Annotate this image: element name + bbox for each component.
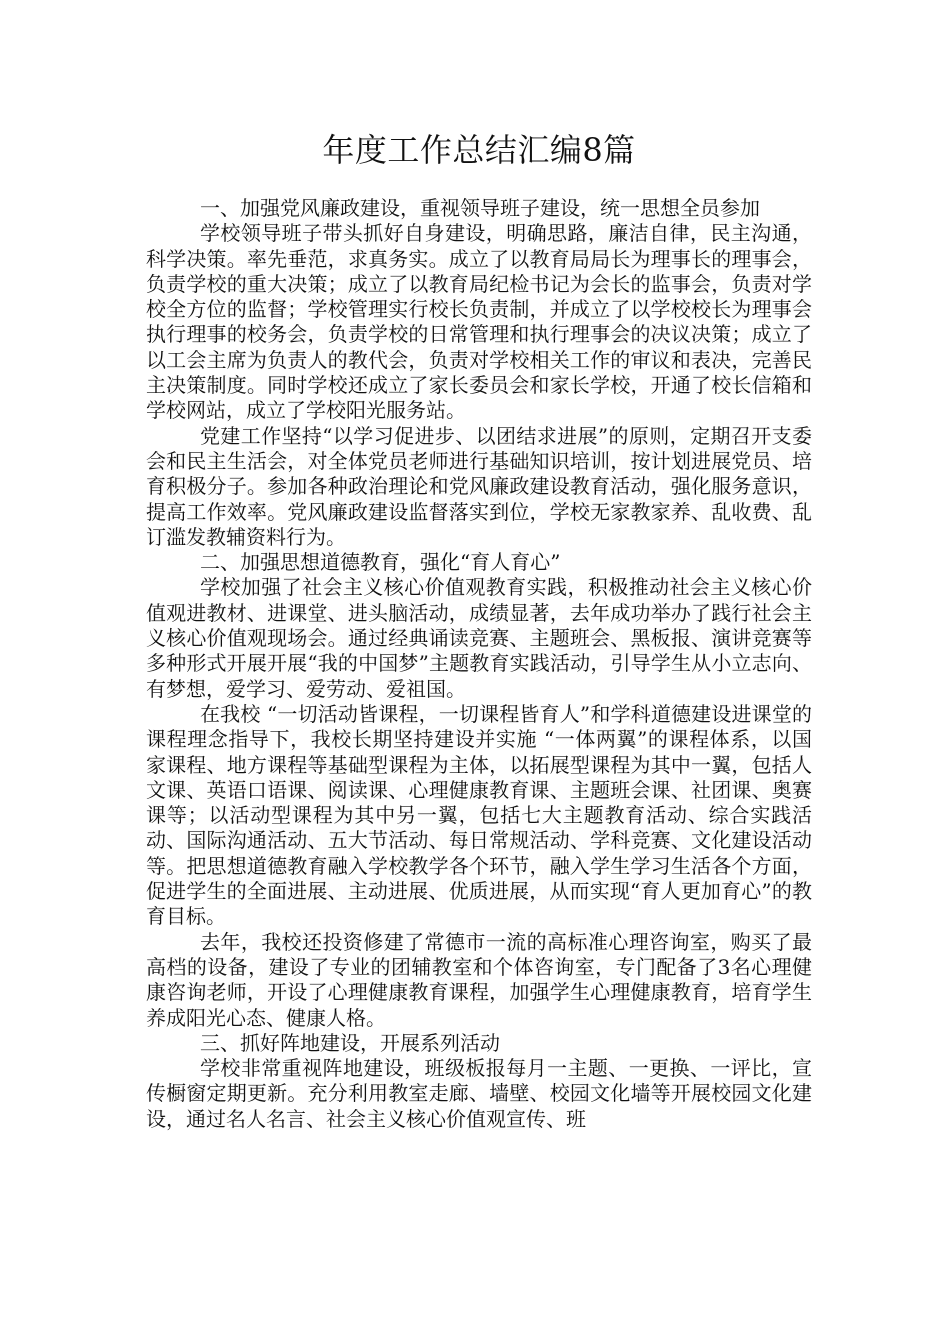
paragraph: 学校领导班子带头抓好自身建设，明确思路，廉洁自律，民主沟通，科学决策。率先垂范，求真务实。成立了以教育局局长为理事长的理事会，负责学校的重大决策；成立了以教育局纪检书记为会长的监事会，负责对学校全方位的监督；学校管理实行校长负责制，并成立了以学校校长为理事会执行理事的校务会，负责学校的日常管理和执行理事会的决议决策；成立了以工会主席为负责人的教代会，负责对学校相关工作的审议和表决，完善民主决策制度。同时学校还成立了家长委员会和家长学校，开通了校长信箱和学校网站，成立了学校阳光服务站。 (146, 221, 812, 423)
paragraph: 学校非常重视阵地建设，班级板报每月一主题、一更换、一评比，宣传橱窗定期更新。充分利用教室走廊、墙壁、校园文化墙等开展校园文化建设，通过名人名言、社会主义核心价值观宣传、班 (146, 1056, 812, 1131)
document-page (146, 0, 812, 1344)
paragraph: 在我校 “一切活动皆课程，一切课程皆育人”和学科道德建设进课堂的课程理念指导下，我校长期坚持建设并实施 “一体两翼”的课程体系，以国家课程、地方课程等基础型课程为主体，以拓展型课程为其中一翼，包括人文课、英语口语课、阅读课、心理健康教育课、主题班会课、社团课、奥赛课等；以活动型课程为其中另一翼，包括七大主题教育活动、综合实践活动、国际沟通活动、五大节活动、每日常规活动、学科竞赛、文化建设活动等。把思想道德教育融入学校教学各个环节，融入学生学习生活各个方面，促进学生的全面进展、主动进展、优质进展，从而实现“育人更加育心”的教育目标。 (146, 701, 812, 929)
paragraph: 去年，我校还投资修建了常德市一流的高标准心理咨询室，购买了最高档的设备，建设了专业的团辅教室和个体咨询室，专门配备了3名心理健康咨询老师，开设了心理健康教育课程，加强学生心理健康教育，培育学生养成阳光心态、健康人格。 (146, 929, 812, 1030)
section-heading-2: 二、加强思想道德教育，强化“育人育心” (200, 550, 561, 575)
section-heading-1: 一、加强党风廉政建设，重视领导班子建设，统一思想全员参加 (200, 196, 760, 220)
document-title: 年度工作总结汇编8篇 (322, 131, 636, 169)
paragraph: 党建工作坚持“以学习促进步、以团结求进展”的原则，定期召开支委会和民主生活会，对全体党员老师进行基础知识培训，按计划进展党员、培育积极分子。参加各种政治理论和党风廉政建设教育活动，强化服务意识，提高工作效率。党风廉政建设监督落实到位，学校无家教家养、乱收费、乱订滥发教辅资料行为。 (146, 423, 812, 549)
document-body (146, 196, 812, 1132)
section-heading-3: 三、抓好阵地建设，开展系列活动 (200, 1030, 500, 1055)
paragraph: 学校加强了社会主义核心价值观教育实践，积极推动社会主义核心价值观进教材、进课堂、进头脑活动，成绩显著，去年成功举办了践行社会主义核心价值观现场会。通过经典诵读竞赛、主题班会、黑板报、演讲竞赛等多种形式开展开展“我的中国梦”主题教育实践活动，引导学生从小立志向、有梦想，爱学习、爱劳动、爱祖国。 (146, 575, 812, 701)
